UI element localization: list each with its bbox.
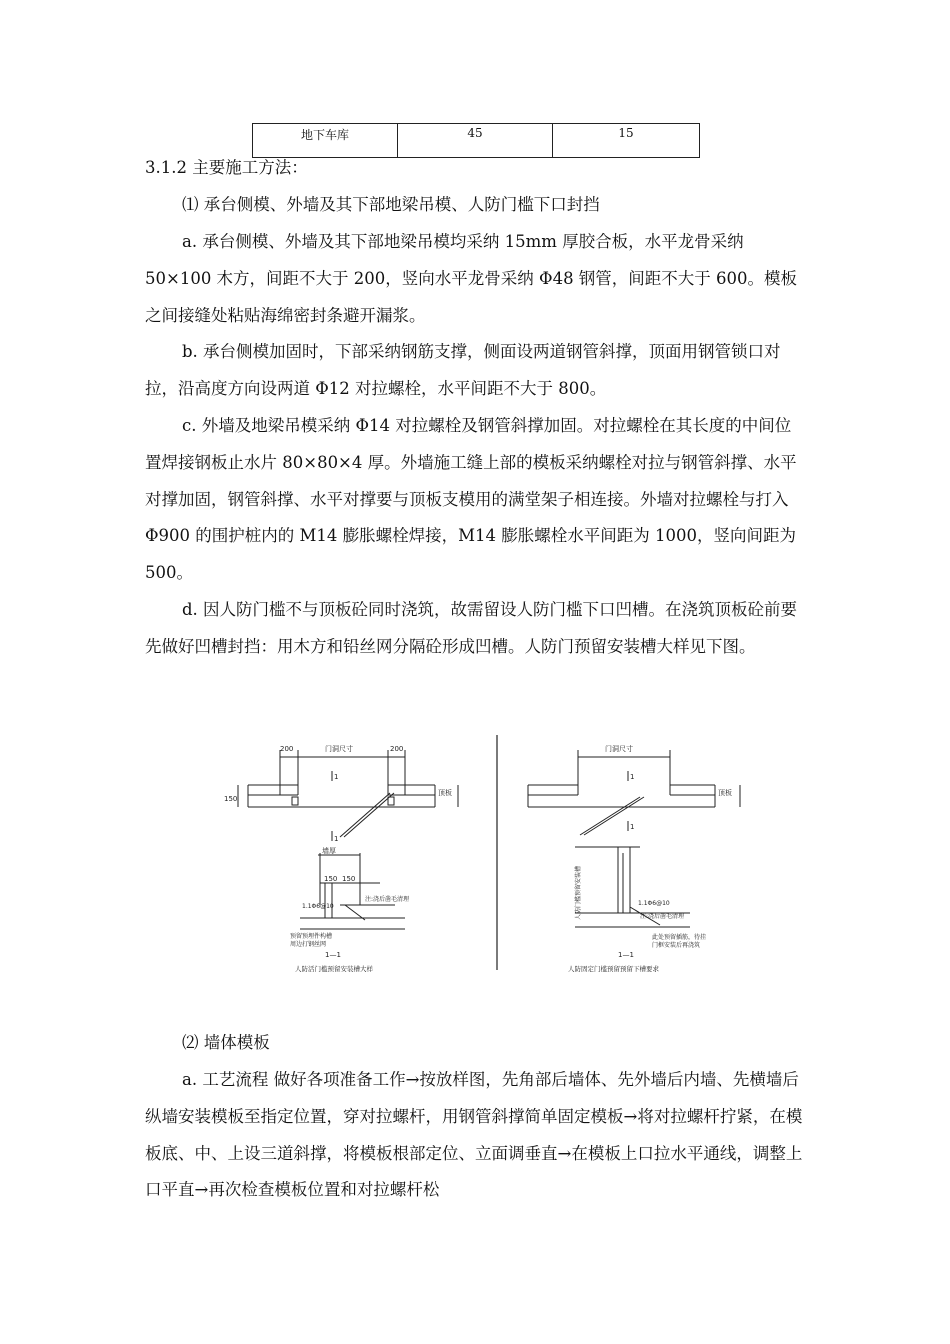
construction-detail-figure [220, 735, 760, 980]
dim-label: 门洞尺寸 [605, 745, 633, 753]
cut-label: 1 [630, 773, 635, 781]
paragraph: b. 承台侧模加固时，下部采纳钢筋支撑，侧面设两道钢管斜撑，顶面用钢管锁口对拉，沿高度方向设两道 Φ12 对拉螺栓，水平间距不大于 800。 [145, 342, 781, 398]
cut-label: 1 [334, 773, 339, 781]
section-heading: 3.1.2 主要施工方法： [145, 158, 308, 177]
note-label: 预留预埋件构槽 [290, 933, 333, 940]
wall-thickness-label: 墙厚 [322, 847, 336, 855]
side-label: 顶板 [718, 789, 732, 797]
note-label: 此处预留插筋，待挂 [652, 934, 707, 941]
item-title: ⑵ 墙体模板 [182, 1033, 270, 1052]
rebar-label: 1.1Φ6@10 [638, 900, 670, 907]
figure-caption: 人防活门槛预留安装槽大样 [295, 965, 373, 973]
table-cell: 15 [553, 124, 700, 158]
side-label: 顶板 [438, 789, 452, 797]
paragraph: a. 工艺流程 做好各项准备工作→按放样图，先角部后墙体、先外墙后内墙、先横墙后纵墙安装模板至指定位置，穿对拉螺杆，用钢管斜撑简单固定模板→将对拉螺杆拧紧，在模板底、中、上设三道斜撑，将模板根部定位、立面调垂直→在模板上口拉水平通线，调整上口平直→再次检查模板位置和对拉螺杆松 [145, 1070, 803, 1200]
dim-label: 200 [280, 745, 294, 753]
paragraph: d. 因人防门槛不与顶板砼同时浇筑，故需留设人防门槛下口凹槽。在浇筑顶板砼前要先做好凹槽封挡：用木方和铅丝网分隔砼形成凹槽。人防门预留安装槽大样见下图。 [145, 600, 798, 656]
paragraph: c. 外墙及地梁吊模采纳 Φ14 对拉螺栓及钢管斜撑加固。对拉螺栓在其长度的中间位置焊接钢板止水片 80×80×4 厚。外墙施工缝上部的模板采纳螺栓对拉与钢管斜撑、水平对撑加固，钢管斜撑、水平对撑要与顶板支模用的满堂架子相连接。外墙对拉螺栓与打入 Φ900 的围护桩内的 M14 膨胀螺栓焊接，M14 膨胀螺栓水平间距为 1000，竖向间距为 500。 [145, 416, 797, 583]
section-label: 1—1 [325, 951, 341, 959]
note-label: 周边打钢丝网 [290, 941, 327, 948]
note-label: 门框安装后再浇筑 [652, 942, 701, 949]
note-label: 注:浇后凿毛清理 [365, 896, 410, 903]
dim-label: 门洞尺寸 [325, 745, 353, 753]
item-title: ⑴ 承台侧模、外墙及其下部地梁吊模、人防门槛下口封挡 [182, 195, 600, 214]
paragraph: a. 承台侧模、外墙及其下部地梁吊模均采纳 15mm 厚胶合板，水平龙骨采纳 50×100 木方，间距不大于 200，竖向水平龙骨采纳 Φ48 钢管，间距不大于 600。模板之间接缝处粘贴海绵密封条避开漏浆。 [145, 232, 798, 325]
section-label: 1—1 [618, 951, 634, 959]
vertical-label: 人防门槛预留安装槽 [575, 865, 582, 920]
dim-label: 150 [324, 875, 338, 883]
cut-label: 1 [630, 823, 635, 831]
table-cell: 地下车库 [253, 124, 398, 158]
figure-caption: 人防固定门槛预留预留下槽要求 [568, 965, 659, 973]
cut-label: 1 [334, 835, 339, 843]
table-cell: 45 [398, 124, 553, 158]
dim-label: 150 [342, 875, 356, 883]
rebar-label: 1.1Φ6@10 [302, 903, 334, 910]
dim-label: 150 [224, 795, 238, 803]
dim-label: 200 [390, 745, 404, 753]
note-label: 注:浇后凿毛清理 [640, 913, 685, 920]
